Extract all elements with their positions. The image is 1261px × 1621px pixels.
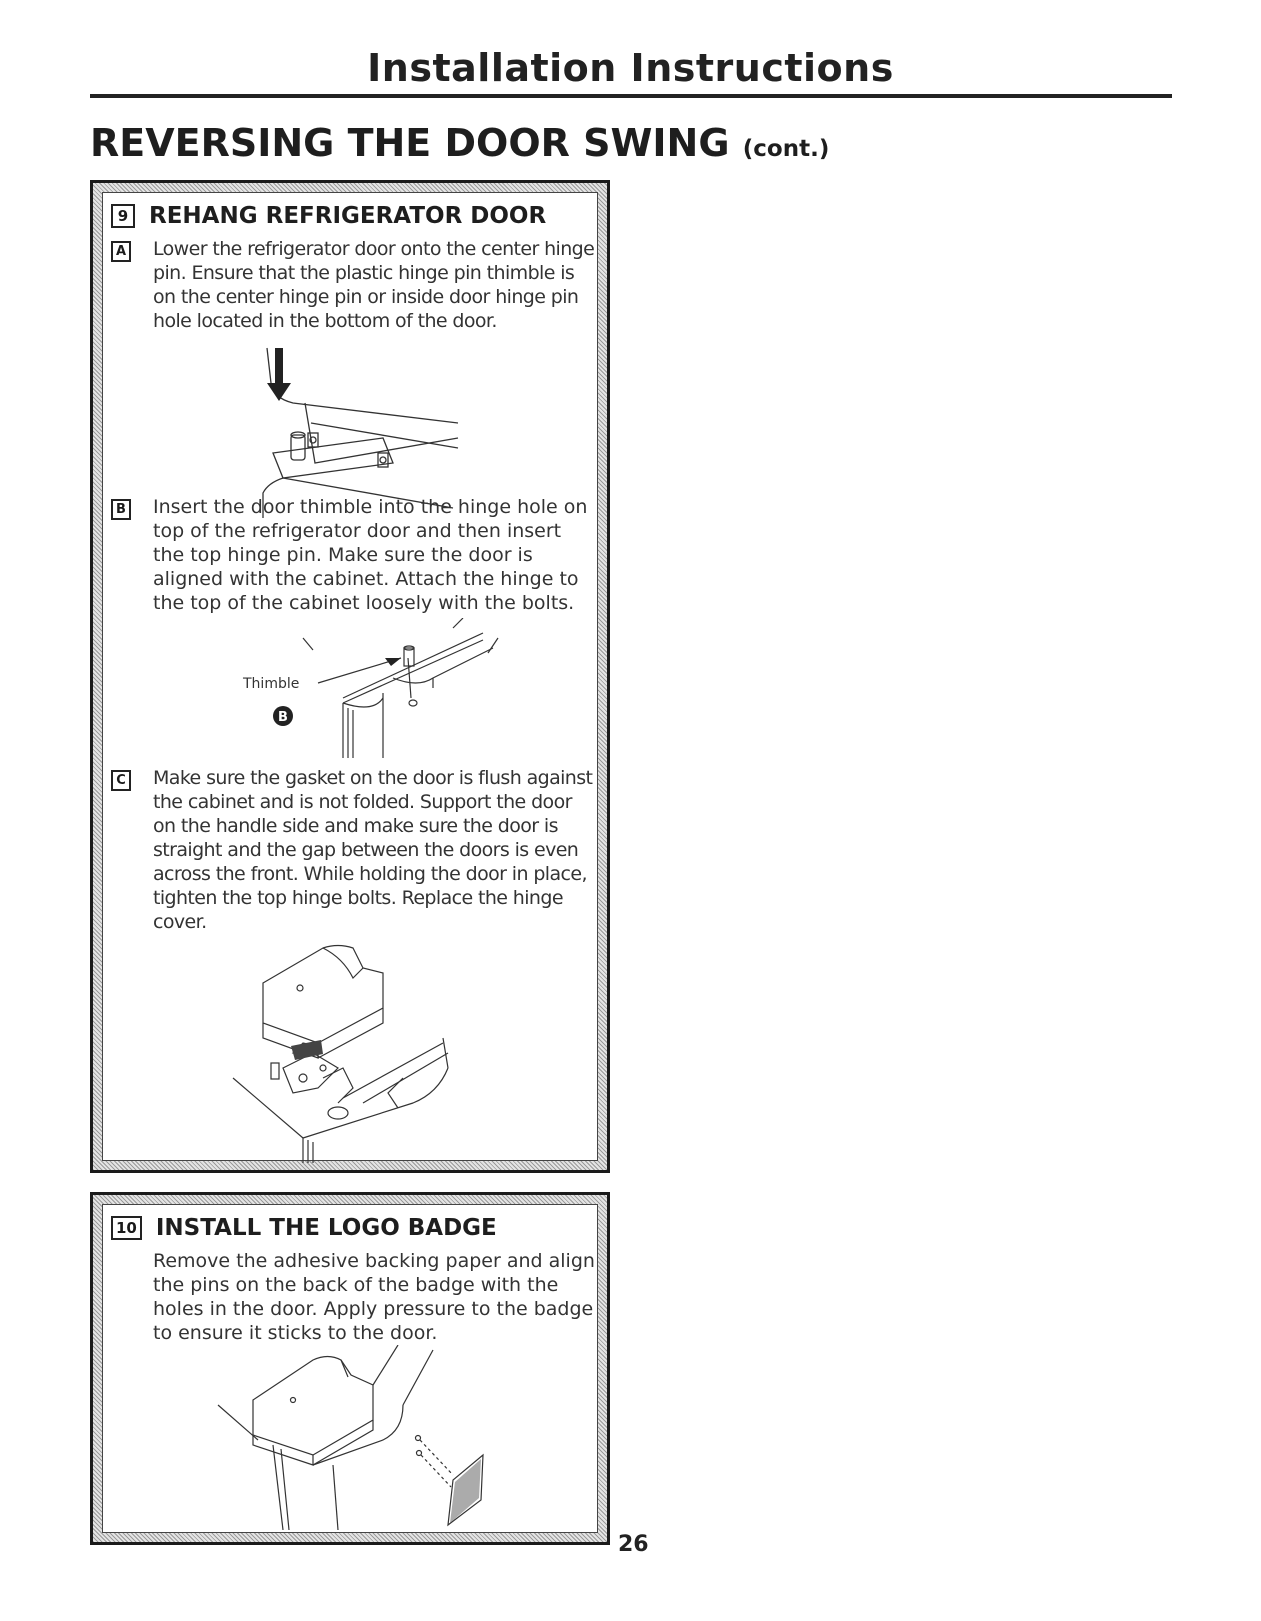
step-10-text: Remove the adhesive backing paper and align the pins on the back of the badge with the holes in the door. Apply pressure to the badge to ensure it sticks to the door. — [153, 1250, 595, 1344]
step-9-heading — [111, 203, 546, 229]
substep-a-marker: A — [111, 241, 131, 262]
step-10-number: 10 — [111, 1216, 142, 1240]
substep-b-text: Insert the door thimble into the hinge hole on top of the refrigerator door and then insert the top hinge pin. Make sure the door is aligned with the cabinet. Attach the hinge to the top of the cabinet loosely with the bolts. — [153, 496, 588, 614]
hinge-cover-illustration — [223, 928, 483, 1163]
substep-c-marker: C — [111, 770, 131, 791]
page-number: 26 — [618, 1532, 649, 1557]
substep-b-marker: B — [111, 499, 131, 520]
section-title-suffix: (cont.) — [742, 136, 830, 162]
step-10-panel — [90, 1192, 610, 1545]
logo-badge-illustration — [213, 1345, 513, 1530]
step-9-title: REHANG REFRIGERATOR DOOR — [149, 203, 547, 229]
step-10-title: INSTALL THE LOGO BADGE — [155, 1215, 497, 1241]
header-rule — [90, 94, 1172, 98]
substep-a-text: Lower the refrigerator door onto the center hinge pin. Ensure that the plastic hinge pin thimble is on the center hinge pin or inside door hinge pin hole located in the bottom of the door. — [153, 238, 595, 332]
top-hinge-thimble-illustration — [233, 618, 523, 758]
step-9-panel — [90, 180, 610, 1173]
substep-c-text: Make sure the gasket on the door is flush against the cabinet and is not folded. Support the door on the handle side and make sure the door is straight and the gap between the doors is even across the front. While holding the door in place, tighten the top hinge bolts. Replace the hinge cover. — [153, 767, 593, 933]
thimble-callout-label: Thimble — [243, 676, 300, 692]
step-10-panel-content — [102, 1204, 598, 1533]
step-9-number: 9 — [111, 204, 135, 228]
section-title — [90, 121, 829, 165]
step-9-panel-content — [102, 192, 598, 1161]
center-hinge-illustration — [253, 343, 473, 518]
figure-b-callout-marker: B — [278, 710, 288, 725]
page-header-title: Installation Instructions — [367, 46, 894, 90]
section-title-text: REVERSING THE DOOR SWING — [90, 121, 730, 165]
step-10-heading — [111, 1215, 497, 1241]
